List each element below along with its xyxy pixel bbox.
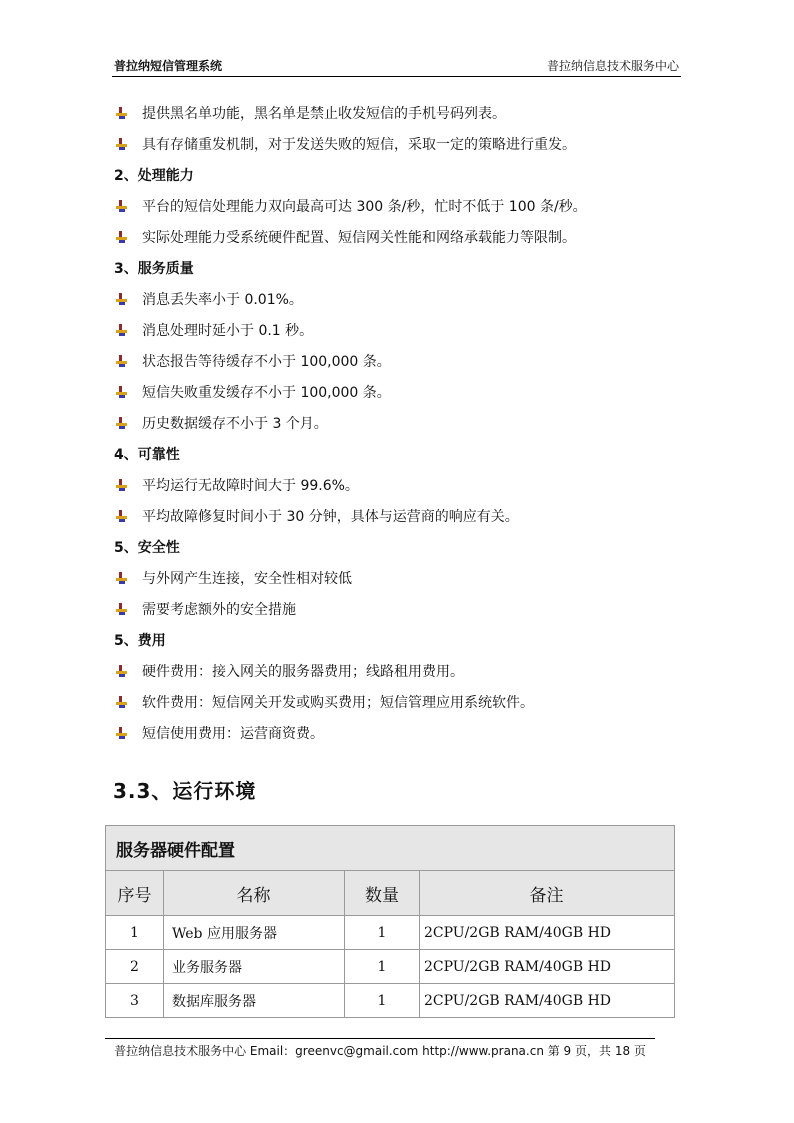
bullet-icon <box>116 727 128 739</box>
bullet-icon <box>116 510 128 522</box>
bullet-icon <box>116 696 128 708</box>
bullet-icon <box>116 665 128 677</box>
bullet-icon <box>116 572 128 584</box>
list-item-text: 平均故障修复时间小于 30 分钟，具体与运营商的响应有关。 <box>142 509 519 525</box>
list-item <box>112 688 682 719</box>
list-item-text: 提供黑名单功能，黑名单是禁止收发短信的手机号码列表。 <box>142 106 506 122</box>
page-header <box>112 54 681 77</box>
list-item-text: 硬件费用：接入网关的服务器费用；线路租用费用。 <box>142 664 464 680</box>
table-cell: 1 <box>345 984 420 1018</box>
page-footer: 普拉纳信息技术服务中心 Email：greenvc@gmail.com http://www.prana.cn 第 9 页，共 18 页 <box>105 1038 655 1059</box>
section-heading: 5、费用 <box>114 633 166 649</box>
column-header-name: 名称 <box>164 871 345 916</box>
list-item <box>112 347 682 378</box>
list-item <box>112 130 682 161</box>
table-caption-row <box>106 826 675 871</box>
list-item-text: 消息处理时延小于 0.1 秒。 <box>142 323 314 339</box>
bullet-icon <box>116 386 128 398</box>
table-cell: 2CPU/2GB RAM/40GB HD <box>420 916 675 950</box>
list-item <box>112 564 682 595</box>
section-title: 3.3、运行环境 <box>113 779 257 803</box>
bullet-icon <box>116 200 128 212</box>
bullet-icon <box>116 138 128 150</box>
table-cell: 3 <box>106 984 164 1018</box>
list-item-text: 消息丢失率小于 0.01%。 <box>142 292 303 308</box>
list-item-text: 具有存储重发机制，对于发送失败的短信，采取一定的策略进行重发。 <box>142 137 576 153</box>
table-cell: 1 <box>106 916 164 950</box>
list-item <box>112 719 682 750</box>
list-item-text: 平均运行无故障时间大于 99.6%。 <box>142 478 359 494</box>
list-item-text: 实际处理能力受系统硬件配置、短信网关性能和网络承载能力等限制。 <box>142 230 576 246</box>
list-item <box>112 409 682 440</box>
bullet-icon <box>116 231 128 243</box>
list-item-text: 状态报告等待缓存不小于 100,000 条。 <box>142 354 391 370</box>
bullet-icon <box>116 324 128 336</box>
page-body <box>112 99 682 750</box>
list-item <box>112 192 682 223</box>
column-header-notes: 备注 <box>420 871 675 916</box>
table-header-row <box>106 871 675 916</box>
list-item-text: 短信失败重发缓存不小于 100,000 条。 <box>142 385 391 401</box>
table-cell: 业务服务器 <box>164 950 345 984</box>
table-row <box>106 950 675 984</box>
list-item-text: 平台的短信处理能力双向最高可达 300 条/秒，忙时不低于 100 条/秒。 <box>142 199 587 215</box>
list-item-text: 需要考虑额外的安全措施 <box>142 602 296 618</box>
table-caption: 服务器硬件配置 <box>106 826 675 871</box>
table-cell: 2CPU/2GB RAM/40GB HD <box>420 950 675 984</box>
bullet-icon <box>116 355 128 367</box>
list-item <box>112 99 682 130</box>
bullet-icon <box>116 107 128 119</box>
bullet-icon <box>116 417 128 429</box>
list-item-text: 软件费用：短信网关开发或购买费用；短信管理应用系统软件。 <box>142 695 534 711</box>
list-item <box>112 285 682 316</box>
table-cell: Web 应用服务器 <box>164 916 345 950</box>
table-cell: 2 <box>106 950 164 984</box>
list-item <box>112 471 682 502</box>
bullet-icon <box>116 293 128 305</box>
list-item-text: 与外网产生连接，安全性相对较低 <box>142 571 352 587</box>
list-item-text: 短信使用费用：运营商资费。 <box>142 726 324 742</box>
list-item <box>112 223 682 254</box>
list-item <box>112 657 682 688</box>
section-heading: 5、安全性 <box>114 540 180 556</box>
column-header-quantity: 数量 <box>345 871 420 916</box>
list-item-text: 历史数据缓存不小于 3 个月。 <box>142 416 328 432</box>
table-cell: 1 <box>345 950 420 984</box>
section-heading: 4、可靠性 <box>114 447 180 463</box>
list-item <box>112 378 682 409</box>
table-cell: 1 <box>345 916 420 950</box>
list-item <box>112 502 682 533</box>
table-row <box>106 984 675 1018</box>
table-cell: 数据库服务器 <box>164 984 345 1018</box>
list-item <box>112 316 682 347</box>
section-heading: 2、处理能力 <box>114 168 194 184</box>
bullet-icon <box>116 479 128 491</box>
header-system-name: 普拉纳短信管理系统 <box>114 59 223 73</box>
bullet-icon <box>116 603 128 615</box>
table-cell: 2CPU/2GB RAM/40GB HD <box>420 984 675 1018</box>
table-row <box>106 916 675 950</box>
list-item <box>112 595 682 626</box>
header-organization: 普拉纳信息技术服务中心 <box>546 59 679 73</box>
column-header-number: 序号 <box>106 871 164 916</box>
section-heading: 3、服务质量 <box>114 261 194 277</box>
hardware-config-table <box>105 825 675 1018</box>
